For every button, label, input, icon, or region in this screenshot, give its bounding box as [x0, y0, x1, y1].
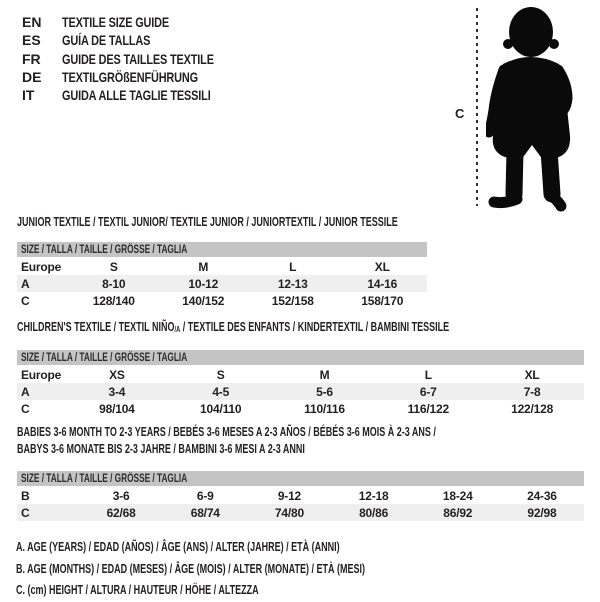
- legend-line: B. AGE (MONTHS) / EDAD (MESES) / ÂGE (MOIS) / ALTER (MONATE) / ETÀ (MESI): [16, 561, 365, 576]
- size-table-header: [17, 350, 584, 365]
- size-table: [17, 242, 427, 309]
- size-header-text: SIZE / TALLA / TAILLE / GRÖSSE / TAGLIA: [21, 243, 188, 256]
- childrens-textile-section: [17, 319, 584, 416]
- language-label: GUIDE DES TAILLES TEXTILE: [62, 50, 214, 67]
- language-label: GUIDA ALLE TAGLIE TESSILI: [62, 87, 211, 104]
- toddler-silhouette-icon: [486, 2, 598, 214]
- row-label: A: [21, 384, 30, 399]
- size-header-text: SIZE / TALLA / TAILLE / GRÖSSE / TAGLIA: [21, 351, 188, 364]
- height-marker-label: C: [455, 106, 465, 121]
- row-label: C: [21, 401, 30, 416]
- size-value-cell: S: [216, 367, 225, 382]
- size-value-cell: 104/110: [200, 401, 242, 416]
- size-value-cell: 3-6: [112, 488, 130, 503]
- size-value-cell: 10-12: [188, 276, 219, 291]
- language-row: [22, 31, 257, 49]
- size-value-cell: 98/104: [99, 401, 135, 416]
- size-value-cell: 18-24: [442, 488, 473, 503]
- size-value-cell: 6-9: [196, 488, 214, 503]
- language-code: EN: [22, 14, 42, 31]
- section-title: CHILDREN'S TEXTILE / TEXTIL NIÑO/A / TEXTILE DES ENFANTS / KINDERTEXTIL / BAMBINI TESSILE: [17, 320, 450, 334]
- size-value-cell: L: [289, 259, 297, 274]
- size-value-cell: 14-16: [367, 276, 398, 291]
- size-value-cell: 4-5: [212, 384, 230, 399]
- size-value-cell: 128/140: [92, 293, 135, 308]
- table-row: [17, 504, 584, 521]
- size-value-cell: 6-7: [419, 384, 437, 399]
- language-row: [22, 13, 257, 31]
- size-value-cell: 116/122: [407, 401, 449, 416]
- language-code: DE: [22, 69, 42, 86]
- section-title: JUNIOR TEXTILE / TEXTIL JUNIOR/ TEXTILE JUNIOR / JUNIORTEXTIL / JUNIOR TESSILE: [17, 215, 398, 229]
- table-row: [17, 292, 427, 309]
- section-title: BABIES 3-6 MONTH TO 2-3 YEARS / BEBÉS 3-6 MESES A 2-3 AÑOS / BÉBÉS 3-6 MOIS À 2-3 ANS / BABYS 3-6 MONATE BIS 2-3 JAHRE / BAMBINI 3-6 MESI A 2-3 ANNI: [17, 425, 436, 456]
- size-value-cell: 92/98: [527, 505, 557, 520]
- size-value-cell: 12-18: [358, 488, 389, 503]
- legend-line: A. AGE (YEARS) / EDAD (AÑOS) / ÂGE (ANS) / ALTER (JAHRE) / ETÀ (ANNI): [16, 540, 340, 554]
- language-row: [22, 68, 257, 86]
- size-value-cell: XS: [109, 367, 125, 382]
- junior-textile-section: [17, 214, 427, 308]
- size-value-cell: 158/170: [361, 293, 404, 308]
- language-title-block: [22, 13, 257, 104]
- legend-line: C. (cm) HEIGHT / ALTURA / HAUTEUR / HÖHE / ALTEZZA: [16, 583, 259, 597]
- size-value-cell: 122/128: [511, 401, 554, 416]
- size-value-cell: 7-8: [523, 384, 541, 399]
- size-value-cell: XL: [374, 259, 390, 274]
- language-code: FR: [22, 50, 41, 67]
- size-value-cell: XL: [524, 367, 540, 382]
- babies-textile-section: [17, 424, 584, 520]
- language-label: TEXTILGRÖßENFÜHRUNG: [62, 69, 198, 86]
- size-value-cell: 8-10: [102, 276, 126, 291]
- size-value-cell: M: [198, 259, 209, 274]
- size-table-header: [17, 471, 584, 486]
- table-row: [17, 400, 584, 417]
- size-value-cell: 12-13: [277, 276, 308, 291]
- size-value-cell: S: [109, 259, 118, 274]
- table-row: [17, 366, 584, 383]
- size-table: [17, 471, 584, 521]
- size-value-cell: 86/92: [443, 505, 473, 520]
- row-label: B: [21, 488, 30, 503]
- size-header-text: SIZE / TALLA / TAILLE / GRÖSSE / TAGLIA: [21, 472, 188, 485]
- size-value-cell: 62/68: [106, 505, 136, 520]
- size-table: [17, 350, 584, 417]
- height-measure-dashed-line: [476, 8, 478, 206]
- language-label: GUÍA DE TALLAS: [62, 32, 151, 49]
- size-value-cell: 152/158: [271, 293, 314, 308]
- size-value-cell: 68/74: [190, 505, 220, 520]
- size-value-cell: 9-12: [277, 488, 302, 503]
- size-value-cell: 140/152: [182, 293, 225, 308]
- size-value-cell: L: [424, 367, 432, 382]
- row-label: C: [21, 505, 30, 520]
- row-label: A: [21, 276, 30, 291]
- size-value-cell: 5-6: [316, 384, 333, 399]
- table-row: [17, 383, 584, 400]
- size-value-cell: M: [319, 367, 330, 382]
- language-code: IT: [22, 87, 35, 104]
- table-row: [17, 487, 584, 504]
- language-row: [22, 50, 257, 68]
- size-table-header: [17, 242, 427, 257]
- size-value-cell: 110/116: [304, 401, 345, 416]
- language-label: TEXTILE SIZE GUIDE: [62, 14, 170, 31]
- size-value-cell: 74/80: [274, 505, 304, 520]
- legend-block: [16, 537, 501, 602]
- size-value-cell: 24-36: [527, 488, 557, 503]
- row-label: Europe: [21, 259, 62, 274]
- table-row: [17, 258, 427, 275]
- language-row: [22, 86, 257, 104]
- row-label: C: [21, 293, 30, 308]
- size-value-cell: 80/86: [359, 505, 389, 520]
- table-row: [17, 275, 427, 292]
- size-value-cell: 3-4: [108, 384, 126, 399]
- language-code: ES: [22, 32, 41, 49]
- row-label: Europe: [21, 367, 62, 382]
